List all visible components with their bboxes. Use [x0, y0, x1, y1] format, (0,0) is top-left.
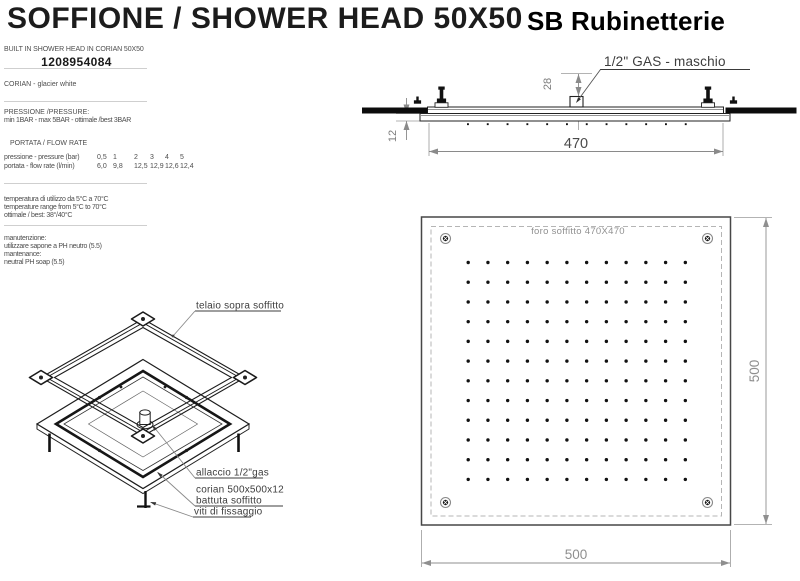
ceiling-hole-label: foro soffitto 470X470 [531, 226, 625, 237]
flow-cell: 12,4 [180, 162, 194, 170]
divider [4, 183, 147, 184]
iso-exploded-drawing [8, 293, 358, 555]
spec-maintenance-line: neutral PH soap (5.5) [4, 259, 65, 266]
spec-pressure-title: PRESSIONE /PRESSURE: [4, 109, 90, 116]
spec-maintenance-line: manutenzione: [4, 235, 47, 242]
flow-rate-table [4, 154, 199, 171]
flow-cell: 0,5 [97, 154, 107, 161]
corner-screw [703, 234, 713, 244]
spec-temperature-line: temperatura di utilizzo da 5°C a 70°C [4, 196, 109, 203]
spec-column [4, 46, 194, 267]
panel-label: corian 500x500x12 [196, 484, 284, 496]
page-title: SOFFIONE / SHOWER HEAD 50X50 [7, 2, 523, 35]
flow-cell: 12,9 [150, 162, 164, 170]
divider [4, 101, 147, 102]
spec-subtitle: BUILT IN SHOWER HEAD IN CORIAN 50X50 [4, 46, 144, 53]
flow-row-label: portata - flow rate (l/min) [4, 162, 75, 170]
side-view-drawing [355, 48, 800, 160]
dim-500-right: 500 [747, 359, 762, 383]
dim-28-label: 28 [542, 77, 554, 91]
spec-temperature-line: temperature range from 5°C to 70°C [4, 204, 107, 211]
product-code: 1208954084 [41, 55, 112, 69]
corian-panel-section [420, 114, 730, 122]
flow-cell: 3 [150, 154, 154, 161]
spec-temperature-line: ottimale / best: 38°/40°C [4, 212, 73, 219]
fixing-bolt [435, 87, 448, 108]
corner-screw [441, 234, 451, 244]
flow-cell: 9,8 [113, 162, 123, 170]
flow-cell: 4 [165, 154, 169, 161]
spec-flow-title: PORTATA / FLOW RATE [10, 140, 88, 147]
spec-pressure-detail: min 1BAR - max 5BAR - ottimale /best 3BAR [4, 117, 131, 124]
flow-cell: 12,6 [165, 162, 179, 170]
screws-label: viti di fissaggio [194, 506, 263, 518]
spec-maintenance-line: mantenance: [4, 251, 42, 258]
connection-label: allaccio 1/2"gas [196, 467, 269, 479]
flow-cell: 2 [134, 154, 138, 161]
spec-maintenance-line: utilizzare sapone a PH neutro (5.5) [4, 243, 102, 250]
plan-view-drawing [413, 208, 800, 576]
ceiling-section-left [362, 108, 428, 114]
divider [4, 225, 147, 226]
flow-cell: 6,0 [97, 162, 107, 170]
fixing-bolt [702, 87, 715, 108]
flow-cell: 5 [180, 154, 184, 161]
flow-cell: 1 [113, 154, 117, 161]
corner-screw [703, 498, 713, 508]
flow-table-row [4, 154, 199, 163]
flow-cell: 12,5 [134, 162, 148, 170]
ceiling-section-right [726, 108, 797, 114]
brand-logo: SB Rubinetterie [527, 6, 726, 36]
flow-row-label: pressione - pressure (bar) [4, 154, 80, 161]
ceiling-stop-label: battuta soffitto [196, 495, 262, 507]
spec-material: CORIAN - glacier white [4, 81, 77, 88]
dim-470-label: 470 [563, 136, 589, 152]
flow-table-row [4, 163, 199, 172]
dim-500-bottom: 500 [564, 547, 588, 562]
gas-connector-label: 1/2" GAS - maschio [604, 54, 726, 69]
corner-screw [441, 498, 451, 508]
frame-label: telaio sopra soffitto [196, 300, 284, 312]
dim-12-label: 12 [387, 129, 399, 143]
